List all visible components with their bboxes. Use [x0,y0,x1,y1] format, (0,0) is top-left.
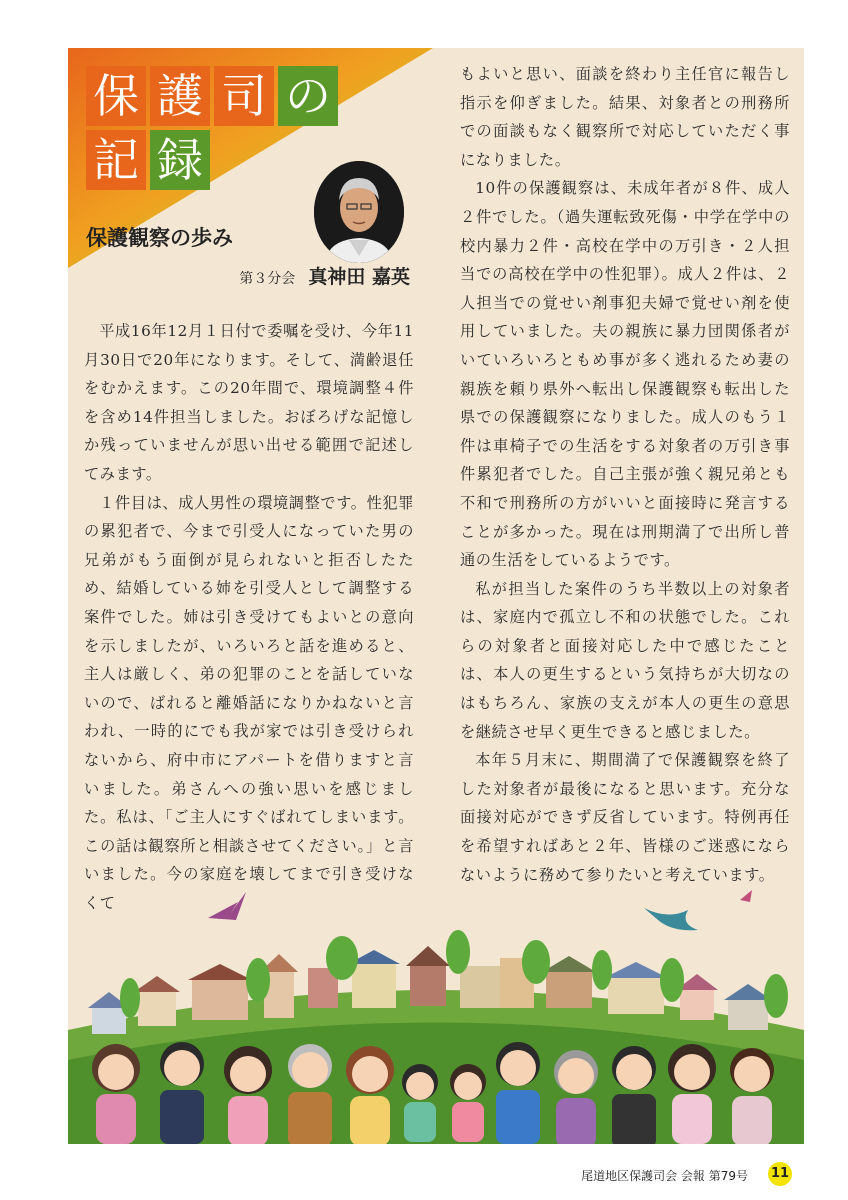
page-number: 11 [768,1162,792,1186]
paragraph: １件目は、成人男性の環境調整です。性犯罪の累犯者で、今まで引受人になっていた男の兄弟がもう面倒が見られないと拒否したため、結婚している姉を引受人として調整する案件でした。姉は引き受けてもよいとの意向を示しましたが、いろいろと話を進めると、主人は厳しく、弟の犯罪のことを話していないので、ばれると離婚話になりかねないと言われ、一時的にでも我が家では引き受けられないから、府中市にアパートを借りますと言いました。弟さんへの強い思いを感じました。私は、「ご主人にすぐばれてしまいます。この話は観察所と相談させてください。」と言いました。今の家庭を壊してまで引き受けなくて [84,493,414,912]
title-char: の [278,66,338,126]
title-char: 録 [150,130,210,190]
author-name: 真神田 嘉英 [308,266,410,288]
left-column [84,317,414,917]
publication-footer: 尾道地区保護司会 会報 第79号 [581,1169,748,1183]
paragraph: もよいと思い、面談を終わり主任官に報告し指示を仰ぎました。結果、対象者との刑務所での面談もなく観察所で対応していただく事になりました。 [460,65,790,169]
paragraph: 私が担当した案件のうち半数以上の対象者は、家庭内で孤立し不和の状態でした。これらの対象者と面接対応した中で感じたことは、本人の更生するという気持ちが大切なのはもちろん、家族の支えが本人の更生の意思を継続させ早く更生できると感じました。 [460,579,790,741]
title-char: 護 [150,66,210,126]
title-char: 司 [214,66,274,126]
paragraph: 平成16年12月１日付で委嘱を受け、今年11月30日で20年になります。そして、満齢退任をむかえます。この20年間で、環境調整４件を含め14件担当しました。おぼろげな記憶しか残っていませんが思い出せる範囲で記述してみます。 [84,322,414,483]
article-subtitle: 保護観察の歩み [86,225,233,250]
author-section: 第３分会 [239,271,296,287]
right-column [460,60,790,889]
title-char: 保 [86,66,146,126]
portrait-photo [313,160,405,264]
bird-icon [208,890,752,930]
paragraph: 本年５月末に、期間満了で保護観察を終了した対象者が最後になると思います。充分な面接対応ができず反省しています。特例再任を希望すればあと２年、皆様のご迷惑にならないように務めて参りたいと考えています。 [460,751,790,884]
town-family-illustration [68,880,804,1144]
author-line [228,262,410,289]
paragraph: 10件の保護観察は、未成年者が８件、成人２件でした。（過失運転致死傷・中学在学中の校内暴力２件・高校在学中の万引き・２人担当での高校在学中の性犯罪）。成人２件は、２人担当での覚せい剤事犯夫婦で覚せい剤を使用していました。夫の親族に暴力団関係者がいていろいろともめ事が多く逃れるため妻の親族を頼り県外へ転出し保護観察も転出した県での保護観察になりました。成人のもう１件は車椅子での生活をする対象者の万引き事件累犯者でした。自己主張が強く親兄弟とも不和で刑務所の方がいいと面接時に発言することが多かった。現在は刑期満了で出所し普通の生活をしているようです。 [460,179,790,570]
title-char: 記 [86,130,146,190]
